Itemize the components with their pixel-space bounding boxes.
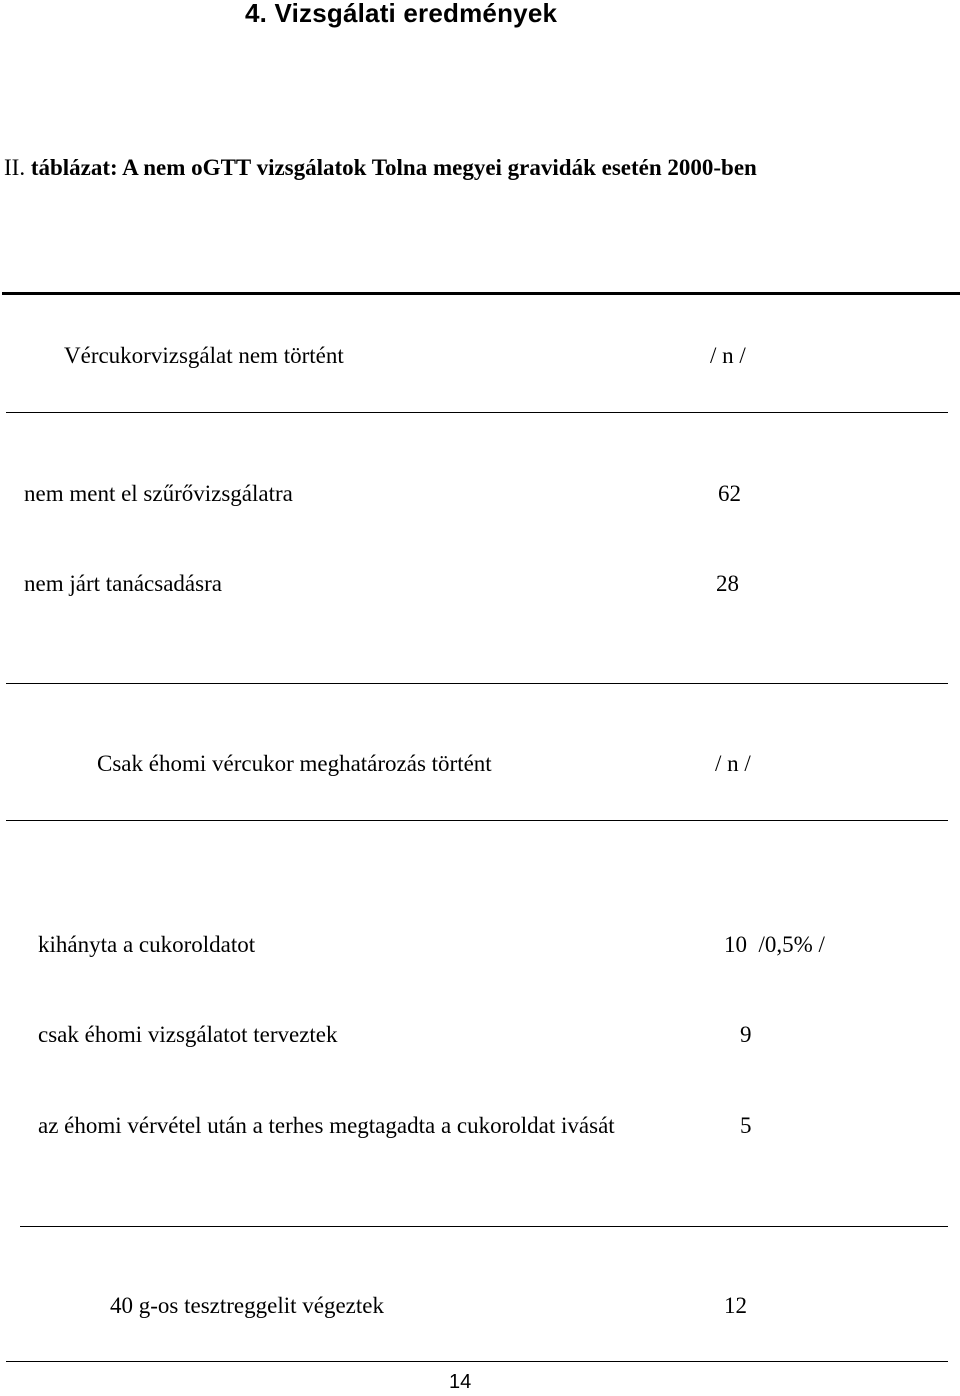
section2-header-unit: / n /	[715, 751, 751, 776]
section1-header-unit: / n /	[710, 343, 746, 368]
table-row-label: az éhomi vérvétel után a terhes megtagadta a cukoroldat ivását	[38, 1113, 615, 1138]
table-row-value: 62	[718, 481, 741, 506]
section1-header-rule	[6, 412, 948, 413]
section-heading: 4. Vizsgálati eredmények	[245, 0, 558, 28]
table-row-value: 12	[724, 1293, 747, 1318]
table-top-rule	[2, 292, 960, 295]
table-title: táblázat: A nem oGTT vizsgálatok Tolna megyei gravidák esetén 2000-ben	[30, 155, 757, 180]
table-row-value: 10 /0,5% /	[724, 932, 825, 957]
page-number: 14	[449, 1371, 472, 1393]
section1-bottom-rule	[6, 683, 948, 684]
section2-bottom-rule	[20, 1226, 948, 1227]
table-number: II.	[4, 155, 26, 180]
table-caption	[4, 155, 757, 181]
table-row-label: nem járt tanácsadásra	[24, 571, 222, 596]
section2-header-rule	[6, 820, 948, 821]
section1-header-label: Vércukorvizsgálat nem történt	[64, 343, 344, 368]
table-row-label: 40 g-os tesztreggelit végeztek	[110, 1293, 384, 1318]
table-row-value: 9	[740, 1022, 752, 1047]
table-row-value: 28	[716, 571, 739, 596]
table-row-label: kihányta a cukoroldatot	[38, 932, 256, 957]
table-row-label: nem ment el szűrővizsgálatra	[24, 481, 293, 506]
section2-header-label: Csak éhomi vércukor meghatározás történt	[97, 751, 492, 776]
table-row-value: 5	[740, 1113, 752, 1138]
table-bottom-rule	[6, 1361, 948, 1362]
table-row-label: csak éhomi vizsgálatot terveztek	[38, 1022, 338, 1047]
